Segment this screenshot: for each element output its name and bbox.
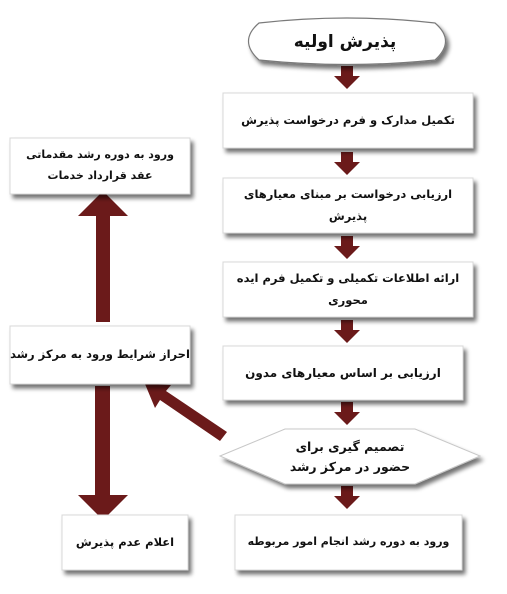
accepted-label: احراز شرایط ورود به مرکز رشد xyxy=(10,347,190,362)
arrow-step4-to-decision xyxy=(334,402,360,425)
decision-line-1: تصمیم گیری برای xyxy=(295,439,405,454)
start-label: پذیرش اولیه xyxy=(293,31,397,52)
preliminary-line-1: ورود به دوره رشد مقدماتی xyxy=(26,148,174,162)
preliminary-label xyxy=(10,138,190,194)
outcome-label: ورود به دوره رشد انجام امور مربوطه xyxy=(247,535,450,549)
arrow-decision-to-accepted xyxy=(145,384,227,441)
arrow-step1-to-step2 xyxy=(334,152,360,175)
arrow-decision-to-outcome xyxy=(334,486,360,509)
step1-label: تکمیل مدارک و فرم درخواست پذیرش xyxy=(241,112,455,127)
step4-label: ارزیابی بر اساس معیارهای مدون xyxy=(245,365,441,380)
decision-line-2: حضور در مرکز رشد xyxy=(289,459,411,474)
preliminary-line-2: عقد قرارداد خدمات xyxy=(47,169,153,182)
arrow-accepted-to-preliminary xyxy=(78,191,128,322)
step3-label: ارائه اطلاعات تکمیلی و تکمیل فرم ایده محوری xyxy=(236,270,460,307)
arrow-start-to-step1 xyxy=(334,66,360,89)
decision-label xyxy=(280,432,420,482)
arrow-step3-to-step4 xyxy=(334,320,360,343)
step2-label: ارزیابی درخواست بر مبنای معیارهای پذیرش xyxy=(243,186,453,223)
arrow-accepted-to-rejected xyxy=(78,386,128,520)
rejected-label: اعلام عدم پذیرش xyxy=(75,534,175,549)
arrow-step2-to-step3 xyxy=(334,236,360,259)
